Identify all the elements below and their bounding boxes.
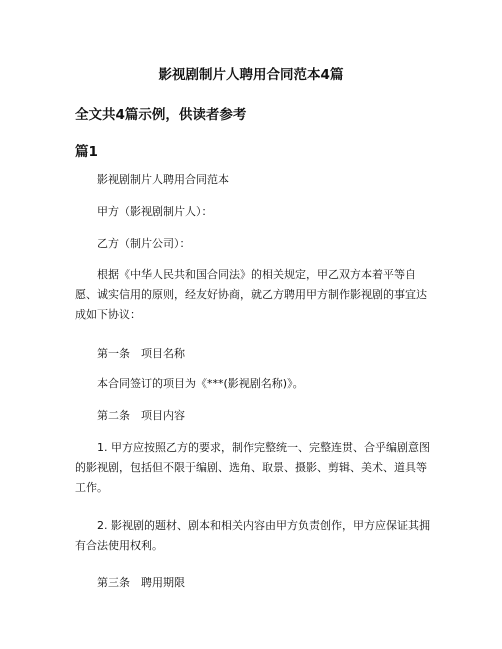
paragraph: 1. 甲方应按照乙方的要求，制作完整统一、完整连贯、合乎编剧意图的影视剧，包括但不限于编剧、选角、取景、摄影、剪辑、美术、道具等工作。 bbox=[75, 441, 430, 494]
paragraph: 甲方（影视剧制片人）： bbox=[97, 205, 213, 218]
paragraph: 乙方（制片公司）： bbox=[97, 237, 191, 250]
paragraph: 第一条 项目名称 bbox=[97, 347, 185, 360]
document-subtitle: 全文共4篇示例，供读者参考 bbox=[75, 107, 247, 123]
document-title: 影视剧制片人聘用合同范本4篇 bbox=[158, 67, 344, 83]
paragraph: 影视剧制片人聘用合同范本 bbox=[97, 173, 229, 186]
section-heading: 篇1 bbox=[75, 144, 98, 160]
paragraph: 第三条 聘用期限 bbox=[97, 576, 185, 589]
paragraph: 第二条 项目内容 bbox=[97, 409, 185, 422]
paragraph: 本合同签订的项目为《***(影视剧名称)》。 bbox=[97, 377, 304, 390]
paragraph: 根据《中华人民共和国合同法》的相关规定，甲乙双方本着平等自愿、诚实信用的原则，经友好协商，就乙方聘用甲方制作影视剧的事宜达成如下协议： bbox=[75, 268, 427, 321]
paragraph: 2. 影视剧的题材、剧本和相关内容由甲方负责创作，甲方应保证其拥有合法使用权利。 bbox=[75, 519, 430, 552]
